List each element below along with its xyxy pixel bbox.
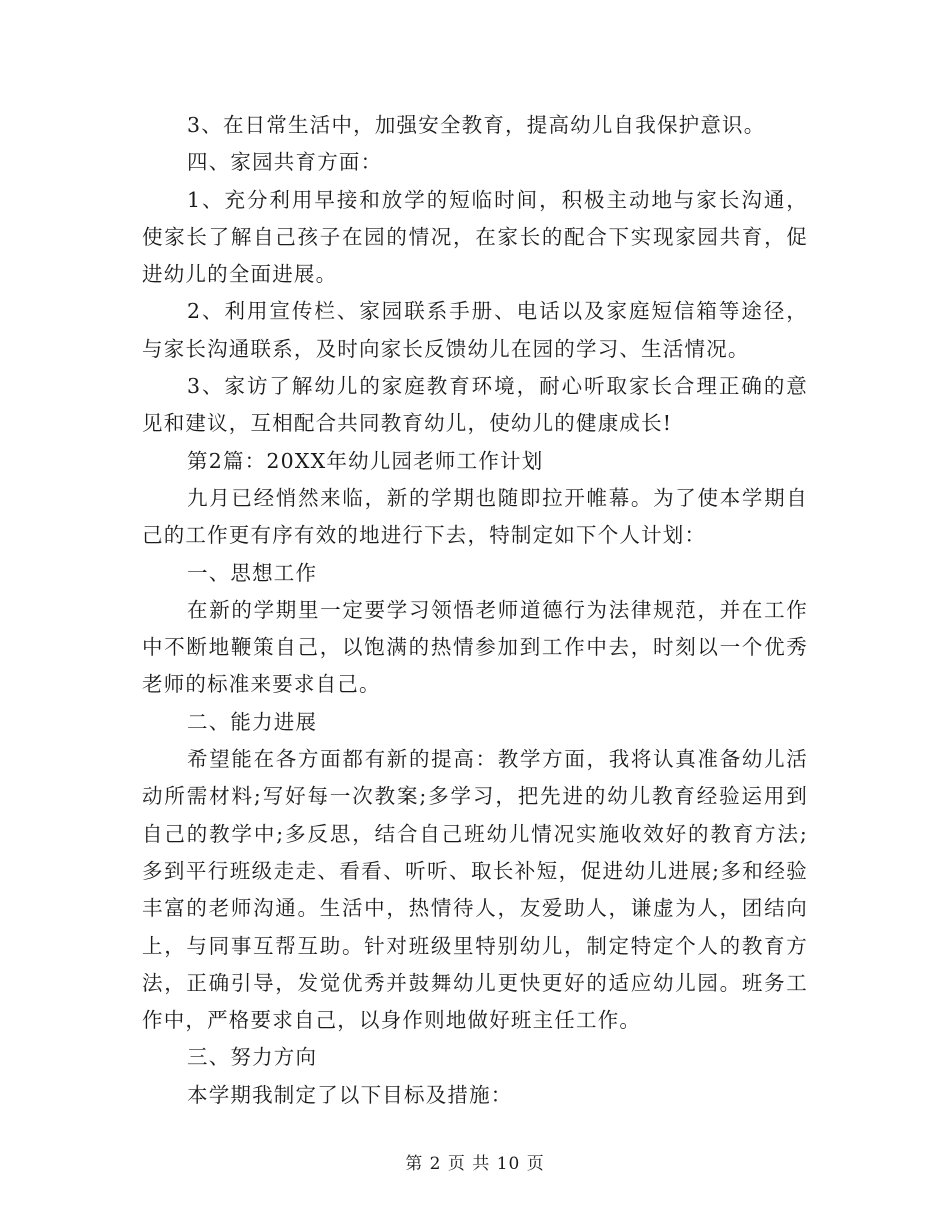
paragraph-parent-communication: 1、充分利用早接和放学的短临时间，积极主动地与家长沟通，使家长了解自己孩子在园的情况，在家长的配合下实现家园共育，促进幼儿的全面进展。 [142, 187, 808, 287]
document-body [142, 107, 808, 1114]
paragraph-goals-intro: 本学期我制定了以下目标及措施： [187, 1082, 513, 1107]
heading-home-school-cooperation: 四、家园共育方面： [187, 150, 383, 175]
paragraph-ability-development: 希望能在各方面都有新的提高：教学方面，我将认真准备幼儿活动所需材料;写好每一次教案;多学习，把先进的幼儿教育经验运用到自己的教学中;多反思，结合自己班幼儿情况实施收效好的教育方法;多到平行班级走走、看看、听听、取长补短，促进幼儿进展;多和经验丰富的老师沟通。生活中，热情待人，友爱助人，谦虚为人，团结向上，与同事互帮互助。针对班级里特别幼儿，制定特定个人的教育方法，正确引导，发觉优秀并鼓舞幼儿更快更好的适应幼儿园。班务工作中，严格要求自己，以身作则地做好班主任工作。 [142, 747, 808, 1033]
heading-ability-development: 二、能力进展 [187, 709, 318, 734]
page-number-label: 第 2 页 共 10 页 [405, 1154, 545, 1174]
heading-effort-direction: 三、努力方向 [187, 1045, 318, 1070]
paragraph-safety-education: 3、在日常生活中，加强安全教育，提高幼儿自我保护意识。 [187, 113, 766, 137]
paragraph-home-visits: 3、家访了解幼儿的家庭教育环境，耐心听取家长合理正确的意见和建议，互相配合共同教育幼儿，使幼儿的健康成长! [142, 374, 808, 436]
page-footer [0, 1152, 950, 1176]
paragraph-introduction: 九月已经悄然来临，新的学期也随即拉开帷幕。为了使本学期自己的工作更有序有效的地进行下去，特制定如下个人计划： [142, 485, 808, 548]
paragraph-ideological-work: 在新的学期里一定要学习领悟老师道德行为法律规范，并在工作中不断地鞭策自己，以饱满的热情参加到工作中去，时刻以一个优秀老师的标准来要求自己。 [142, 597, 808, 697]
heading-ideological-work: 一、思想工作 [187, 560, 318, 585]
article-title: 第2篇：20XX年幼儿园老师工作计划 [187, 448, 544, 473]
paragraph-contact-channels: 2、利用宣传栏、家园联系手册、电话以及家庭短信箱等途径，与家长沟通联系，及时向家长反馈幼儿在园的学习、生活情况。 [142, 299, 808, 361]
